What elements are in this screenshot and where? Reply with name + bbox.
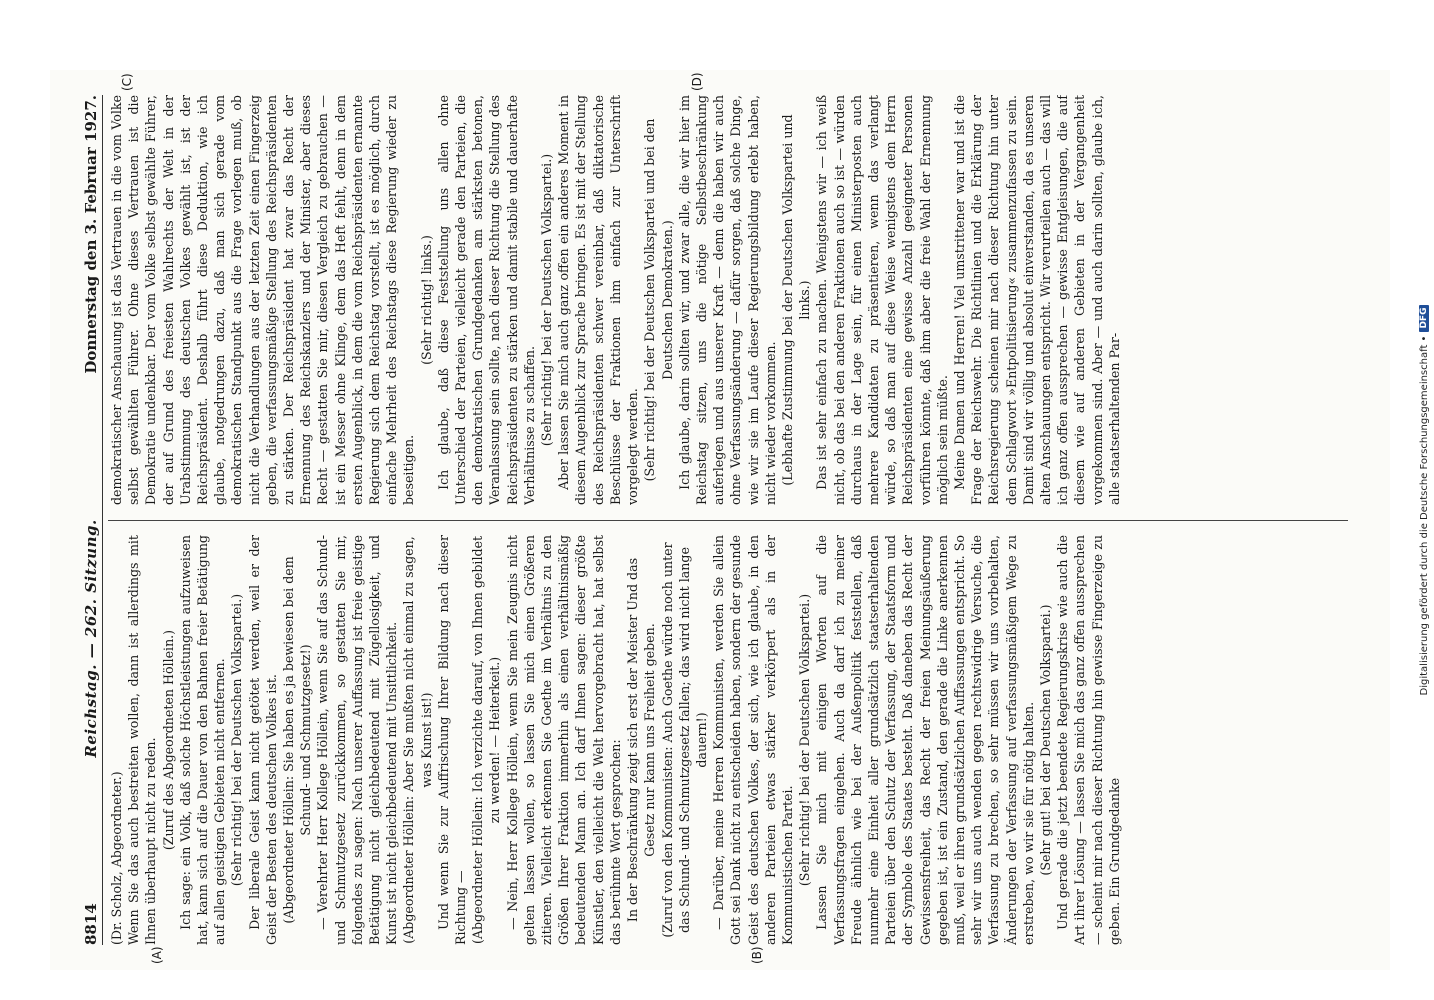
paragraph: — Darüber, meine Herren Kommunisten, werden Sie allein Gott sei Dank nicht zu entscheiden haben, sondern der gesunde Geist des deutschen Volkes, der sich, wie ich glaube, in den anderen Parteien etwas stärker verkörpert als in der Kommunistischen Partei.: [711, 535, 795, 945]
left-column: [108, 535, 1358, 945]
paragraph: (Abgeordneter Höllein: Aber Sie mußten nicht einmal zu sagen, was Kunst ist!): [401, 536, 434, 944]
paragraph: Und wenn Sie zur Auffrischung Ihrer Bildung nach dieser Richtung —: [435, 535, 469, 945]
paragraph: In der Beschränkung zeigt sich erst der Meister Und das Gesetz nur kann uns Freiheit geben.: [625, 557, 658, 923]
paragraph: (Sehr richtig! links.): [418, 235, 434, 365]
paragraph: (Sehr richtig! bei der Deutschen Volkspartei.): [797, 593, 813, 887]
side-credit: [1414, 0, 1434, 1000]
dfg-logo: DFG: [1419, 305, 1429, 332]
column-divider: [108, 520, 1348, 521]
margin-mark-c: (C): [120, 73, 134, 91]
paragraph: Das ist sehr einfach zu machen. Wenigstens wir — ich weiß nicht, ob das bei den anderen Fraktionen auch so ist — würden durchaus in der Lage sein, für einen Ministerposten auch mehrere Kandidaten zu präsentieren, wenn das verlangt würde, so daß man auf diese Weise wenigstens dem Herrn Reichspräsidenten eine gewisse Anzahl geeigneter Personen vorführen könnte, daß ihm aber die freie Wahl der Ernennung möglich sein müßte.: [814, 95, 950, 505]
header-right-title: Donnerstag den 3. Februar 1927.: [82, 95, 100, 374]
paragraph: (Sehr richtig! bei der Deutschen Volkspartei.): [539, 153, 555, 447]
paragraph: Ich sage: ein Volk, daß solche Höchstleistungen aufzuweisen hat, kann sich auf die Dauer von den Bahnen freier Betätigung auf allen geistigen Gebieten nicht entfernen.: [177, 535, 228, 945]
header-left-title: Reichstag. — 262. Sitzung.: [82, 519, 100, 758]
paragraph: Meine Damen und Herren! Viel umstrittener war und ist die Frage der Reichswehr. Die Richtlinien und die Erklärung der Reichsregierung scheinen mir nach dieser Richtung hin unter dem Schlagwort »Entpolitisierung« zusammenzufassen zu sein. Damit sind wir völlig und absolut einverstanden, da es unseren alten Anschauungen entspricht. Wir verurteilen auch — das will ich ganz offen aussprechen — gewisse Entgleisungen, die auf diesem wie auf anderen Gebieten in der Vergangenheit vorgekommen sind. Aber — und auch darin sollten, glaube ich, alle staatserhaltenden Par-: [951, 95, 1122, 505]
paragraph: Der liberale Geist kann nicht getötet werden, weil er der Geist der Besten des deutschen Volkes ist.: [246, 535, 279, 945]
paragraph: (Dr. Scholz, Abgeordneter.): [109, 771, 124, 945]
paragraph: Und gerade die jetzt beendete Regierungskrise wie auch die Art ihrer Lösung — lassen Sie mich das ganz offen aussprechen — scheint mir nach dieser Richtung hin gewisse Fingerzeige zu geben. Ein Grundgedanke: [1055, 535, 1122, 945]
rotated-page-content: [50, 70, 1390, 970]
right-column: [108, 95, 1358, 505]
margin-mark-d: (D): [690, 72, 704, 91]
paragraph: Ich glaube, daß diese Feststellung uns allen ohne Unterschied der Parteien, vielleicht gerade den Parteien, die den demokratischen Grundgedanken am stärksten betonen, Veranlassung sein sollte, nach dieser Richtung die Stellung des Reichspräsidenten zu stärken und damit stabile und dauerhafte Verhältnisse zu schaffen.: [435, 95, 537, 505]
page-number: 8814: [82, 903, 100, 945]
paragraph: Ich glaube, darin sollten wir, und zwar alle, die wir hier im Reichstag sitzen, uns die nötige Selbstbeschränkung auferlegen und aus unserer Kraft — denn die haben wir auch ohne Verfassungsänderung — dafür sorgen, daß solche Dinge, wie wir sie im Laufe dieser Regierungsbildung erlebt haben, nicht wieder vorkommen.: [676, 95, 778, 505]
paragraph: (Zuruf von den Kommunisten: Auch Goethe würde noch unter das Schund- und Schmutzgesetz fallen; das wird nicht lange dauern!): [659, 542, 709, 938]
margin-mark-b: (B): [750, 946, 764, 964]
paragraph: (Zuruf des Abgeordneten Höllein.): [160, 629, 176, 851]
paragraph: (Abgeordneter Höllein: Ich verzichte darauf, von Ihnen gebildet zu werden! — Heiterkeit.): [470, 535, 503, 945]
paragraph: — Nein, Herr Kollege Höllein, wenn Sie mein Zeugnis nicht gelten lassen wollen, so lassen Sie mich einen Größeren zitieren. Vielleicht erkennen Sie Goethe im Verhältnis zu den Größen Ihrer Fraktion immerhin als einen verhältnismäßig bedeutenden Mann an. Ich darf Ihnen sagen: dieser größte Künstler, den vielleicht die Welt hervorgebracht hat, hat selbst das berühmte Wort gesprochen:: [504, 535, 623, 945]
paragraph: Lassen Sie mich mit einigen Worten auf die Verfassungsfragen eingehen. Auch da darf ich zu meiner Freude ähnlich wie bei der Außenpolitik feststellen, daß nunmehr eine Einheit aller grundsätzlich staatserhaltenden Parteien über den Schutz der Verfassung, der Staatsform und der Symbole des Staates besteht. Daß daneben das Recht der Gewissensfreiheit, das Recht der freien Meinungsäußerung gegeben ist, ist ein Zustand, den gerade die Linke anerkennen muß, weil er ihren grundsätzlichen Auffassungen entspricht. So sehr wir uns auch wenden gegen rechtswidrige Versuche, die Verfassung zu brechen, so sehr müssen wir uns vorbehalten, Änderungen der Verfassung auf verfassungsmäßigem Wege zu erstreben, wo wir sie für nötig halten.: [814, 535, 1036, 945]
paragraph: demokratischer Anschauung ist das Vertrauen in die vom Volke selbst gewählten Führer. Ohne dieses Vertrauen ist die Demokratie undenkbar. Der vom Volke selbst gewählte Führer, der auf Grund des freiesten Wahlrechts der Welt in der Urabstimmung des deutschen Volkes gewählt ist, ist der Reichspräsident. Deshalb führt diese Deduktion, wie ich glaube, notgedrungen dazu, daß man sich gerade vom demokratischen Standpunkt aus die Frage vorlegen muß, ob nicht die Verhandlungen aus der letzten Zeit einen Fingerzeig geben, die verfassungsmäßige Stellung des Reichspräsidenten zu stärken. Der Reichspräsident hat zwar das Recht der Ernennung des Reichskanzlers und der Minister, aber dieses Recht — gestatten Sie mir, diesen Vergleich zu gebrauchen — ist ein Messer ohne Klinge, dem das Heft fehlt, denn in dem ersten Augenblick, in dem die vom Reichspräsidenten ernannte Regierung sich dem Reichstag vorstellt, ist es möglich, durch einfache Mehrheit des Reichstags diese Regierung wieder zu beseitigen.: [109, 95, 417, 505]
paragraph: (Sehr richtig! bei der Deutschen Volkspartei und bei den Deutschen Demokraten.): [642, 118, 675, 482]
paragraph: Wenn Sie das auch bestreiten wollen, dann ist allerdings mit Ihnen überhaupt nicht zu reden.: [126, 535, 159, 945]
paragraph: (Sehr gut! bei der Deutschen Volkspartei.): [1037, 604, 1053, 876]
scanned-page: [50, 70, 1390, 970]
paragraph: Aber lassen Sie mich auch ganz offen ein anderes Moment in diesem Augenblick zur Sprache bringen. Es ist mit der Stellung des Reichspräsidenten schwer vereinbar, daß diktatorische Beschlüsse der Fraktionen ihm einfach zur Unterschrift vorgelegt werden.: [556, 95, 641, 505]
paragraph: (Abgeordneter Höllein: Sie haben es ja bewiesen bei dem Schund- und Schmutzgesetz!): [281, 556, 314, 924]
paragraph: (Sehr richtig! bei der Deutschen Volkspartei.): [229, 593, 245, 887]
margin-mark-a: (A): [150, 946, 164, 964]
page-header: [80, 95, 103, 945]
credit-text: Digitalisierung gefördert durch die Deutsche Forschungsgemeinschaft •: [1418, 335, 1430, 696]
paragraph: (Lebhafte Zustimmung bei der Deutschen Volkspartei und links.): [779, 114, 813, 486]
paragraph: — Verehrter Herr Kollege Höllein, wenn Sie auf das Schund- und Schmutzgesetz zurückkommen, so gestatten Sie mir, folgendes zu sagen: Nach unserer Auffassung ist freie geistige Betätigung nicht gleichbedeutend mit Zügellosigkeit, und Kunst ist nicht gleichbedeutend mit Unsittlichkeit.: [315, 535, 400, 945]
